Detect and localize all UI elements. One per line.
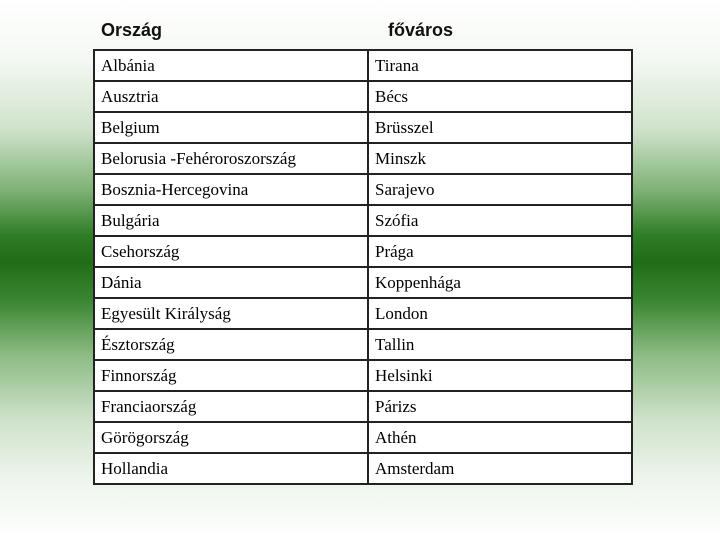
capital-cell: Tirana — [368, 50, 632, 81]
table-row — [94, 112, 632, 143]
country-cell: Belgium — [94, 112, 368, 143]
country-cell: Belorusia -Fehéroroszország — [94, 143, 368, 174]
capital-cell: Athén — [368, 422, 632, 453]
country-cell: Hollandia — [94, 453, 368, 484]
table-row — [94, 422, 632, 453]
country-capital-table — [93, 49, 633, 485]
capital-cell: Prága — [368, 236, 632, 267]
capital-cell: London — [368, 298, 632, 329]
country-cell: Görögország — [94, 422, 368, 453]
country-cell: Dánia — [94, 267, 368, 298]
table-row — [94, 205, 632, 236]
country-cell: Észtország — [94, 329, 368, 360]
capital-cell: Helsinki — [368, 360, 632, 391]
table-row — [94, 298, 632, 329]
capital-cell: Amsterdam — [368, 453, 632, 484]
table-row — [94, 143, 632, 174]
capital-cell: Sarajevo — [368, 174, 632, 205]
capital-cell: Tallin — [368, 329, 632, 360]
table-row — [94, 174, 632, 205]
table-row — [94, 267, 632, 298]
capital-cell: Bécs — [368, 81, 632, 112]
country-cell: Bosznia-Hercegovina — [94, 174, 368, 205]
capital-cell: Brüsszel — [368, 112, 632, 143]
capital-cell: Párizs — [368, 391, 632, 422]
table-row — [94, 391, 632, 422]
table-row — [94, 81, 632, 112]
table-row — [94, 236, 632, 267]
capital-cell: Minszk — [368, 143, 632, 174]
country-cell: Csehország — [94, 236, 368, 267]
country-cell: Albánia — [94, 50, 368, 81]
table-row — [94, 453, 632, 484]
capital-cell: Koppenhága — [368, 267, 632, 298]
column-header-country: Ország — [101, 20, 163, 40]
table-body — [94, 50, 632, 484]
table-row — [94, 329, 632, 360]
country-cell: Finnország — [94, 360, 368, 391]
country-cell: Egyesült Királyság — [94, 298, 368, 329]
country-cell: Bulgária — [94, 205, 368, 236]
country-cell: Ausztria — [94, 81, 368, 112]
table-row — [94, 50, 632, 81]
country-cell: Franciaország — [94, 391, 368, 422]
capital-cell: Szófia — [368, 205, 632, 236]
table-row — [94, 360, 632, 391]
column-header-capital: főváros — [388, 20, 454, 40]
